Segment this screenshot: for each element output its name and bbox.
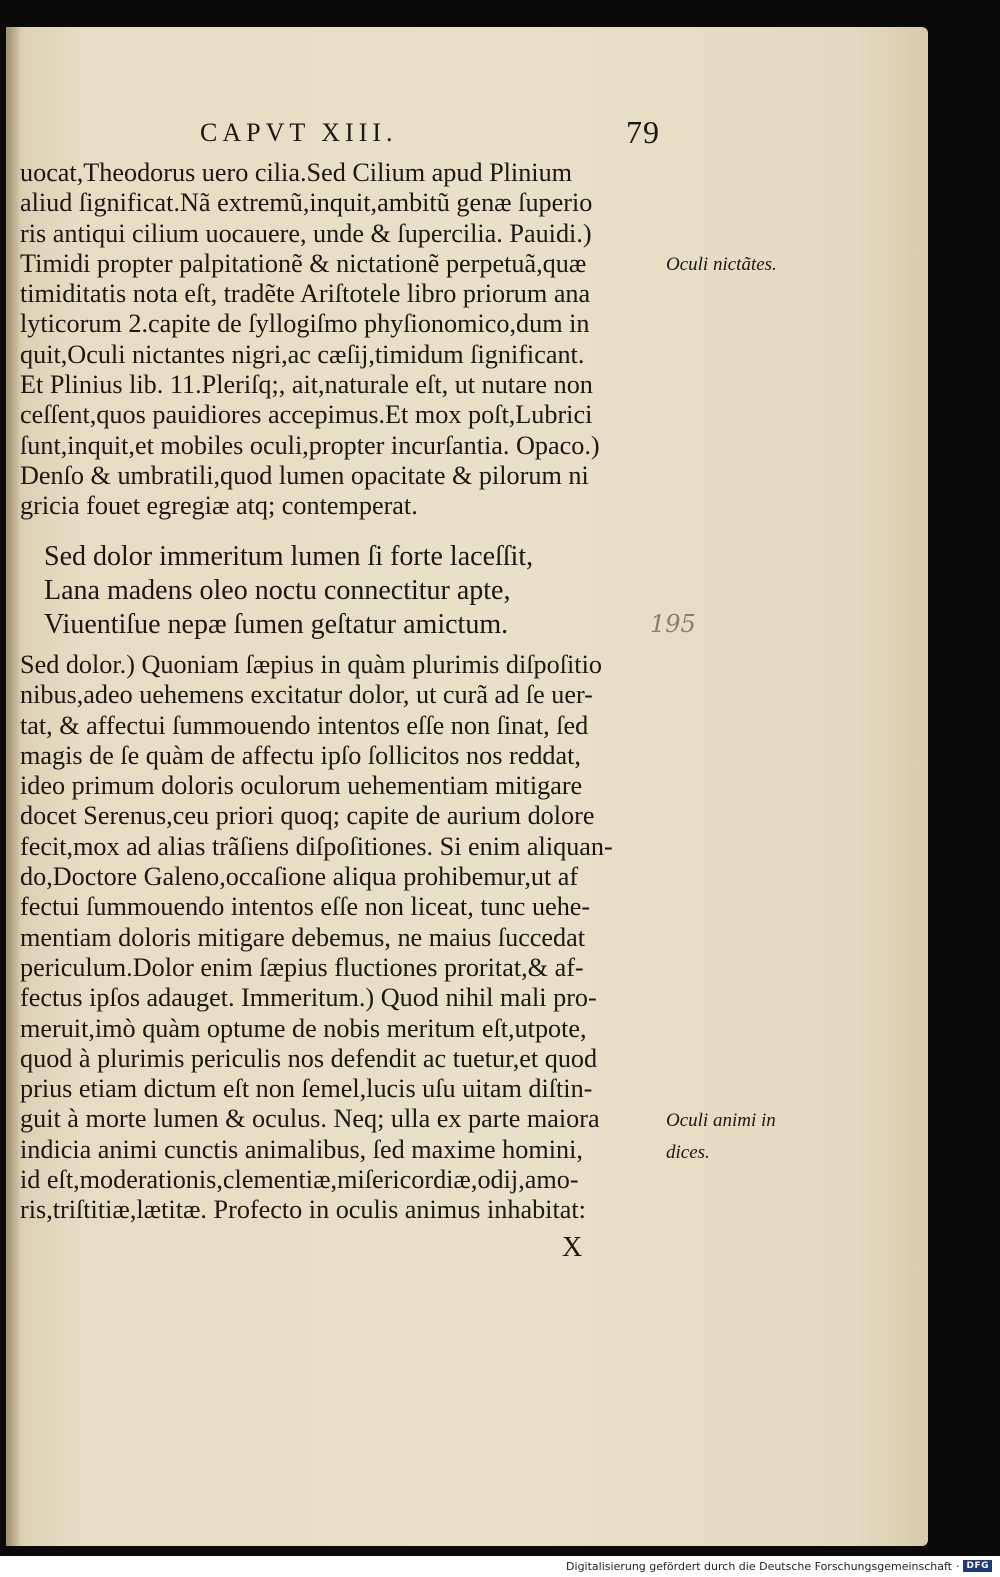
prose-block-1 <box>20 158 660 522</box>
page-number: 79 <box>626 114 660 150</box>
text-line: lyticorum 2.capite de ſyllogiſmo phyſionomico,dum in <box>20 309 590 339</box>
text-line: magis de ſe quàm de affectu ipſo ſollicitos nos reddat, <box>20 740 581 770</box>
text-line: indicia animi cunctis animalibus, ſed maxime homini, <box>20 1134 583 1164</box>
text-line: guit à morte lumen & oculus. Neq; ulla ex parte maiora <box>20 1104 600 1134</box>
text-line: id eſt,moderationis,clementiæ,miſericordiæ,odij,amo- <box>20 1165 579 1195</box>
text-line: Et Plinius lib. 11.Pleriſq;, ait,naturale eſt, ut nutare non <box>20 370 593 400</box>
footer-text: Digitalisierung gefördert durch die Deutsche Forschungsgemeinschaft <box>566 1559 952 1573</box>
text-line: prius etiam dictum eſt non ſemel,lucis uſu uitam diſtin- <box>20 1074 593 1104</box>
text-line: ris,triſtitiæ,lætitæ. Profecto in oculis animus inhabitat: <box>20 1195 586 1225</box>
text-line: fectus ipſos adauget. Immeritum.) Quod nihil mali pro- <box>20 983 597 1013</box>
text-line: nibus,adeo uehemens excitatur dolor, ut curã ad ſe uer- <box>20 680 593 710</box>
text-line: gricia fouet egregiæ atq; contemperat. <box>20 491 418 521</box>
text-line: docet Serenus,ceu priori quoq; capite de aurium dolore <box>20 801 595 831</box>
text-line: Timidi propter palpitationẽ & nictationẽ perpetuã,quæ <box>20 248 587 278</box>
running-header <box>200 114 660 158</box>
text-line: uocat,Theodorus uero cilia.Sed Cilium apud Plinium <box>20 158 573 187</box>
chapter-title: CAPVT XIII. <box>200 118 398 147</box>
text-line: quit,Oculi nictantes nigri,ac cæſij,timidum ſignificant. <box>20 339 585 369</box>
text-line: fecit,mox ad alias trãſiens diſpoſitiones. Si enim aliquan- <box>20 831 613 861</box>
text-line: ideo primum doloris oculorum uehementiam mitigare <box>20 771 583 801</box>
footer-dot: · <box>955 1559 960 1573</box>
text-line: periculum.Dolor enim ſæpius fluctiones proritat,& af- <box>20 952 584 982</box>
text-line: ſunt,inquit,et mobiles oculi,propter incurſantia. Opaco.) <box>20 430 600 460</box>
text-line: do,Doctore Galeno,occaſione aliqua prohibemur,ut af <box>20 862 579 892</box>
marginal-note-indices: dices. <box>666 1142 710 1163</box>
verse-line: Sed dolor immeritum lumen ſi forte laceſſit, <box>44 541 534 572</box>
text-line: ris antiqui cilium uocauere, unde & ſupercilia. Pauidi.) <box>20 218 592 248</box>
pencil-folio-number: 195 <box>650 610 696 638</box>
marginal-note-oculi-nictantes: Oculi nictãtes. <box>666 254 777 275</box>
digitization-footer <box>566 1558 992 1574</box>
text-line: timiditatis nota eſt, tradẽte Ariſtotele libro priorum ana <box>20 279 591 309</box>
text-line: aliud ſignificat.Nã extremũ,inquit,ambitũ genæ ſuperio <box>20 188 593 218</box>
text-line: quod à plurimis periculis nos defendit ac tuetur,et quod <box>20 1043 598 1073</box>
text-line: ceſſent,quos pauidiores accepimus.Et mox poſt,Lubrici <box>20 400 593 430</box>
verse-line: Viuentiſue nepæ ſumen geſtatur amictum. <box>44 609 509 640</box>
text-line: tat, & affectui ſummouendo intentos eſſe non ſinat, ſed <box>20 710 589 740</box>
text-line: meruit,imò quàm optume de nobis meritum eſt,utpote, <box>20 1013 587 1043</box>
dfg-logo: DFG <box>963 1560 992 1572</box>
prose-block-2 <box>20 650 660 1226</box>
marginal-note-oculi-animi: Oculi animi in <box>666 1110 776 1131</box>
verse-block <box>44 540 664 642</box>
text-line: mentiam doloris mitigare debemus, ne maius ſuccedat <box>20 922 586 952</box>
page-gutter-shadow <box>6 27 20 1546</box>
text-line: fectui ſummouendo intentos eſſe non liceat, tunc uehe- <box>20 892 591 922</box>
text-line: Sed dolor.) Quoniam ſæpius in quàm plurimis diſpoſitio <box>20 650 602 679</box>
verse-line: Lana madens oleo noctu connectitur apte, <box>44 575 511 606</box>
signature-mark: X <box>562 1232 583 1263</box>
text-line: Denſo & umbratili,quod lumen opacitate & pilorum ni <box>20 460 589 490</box>
